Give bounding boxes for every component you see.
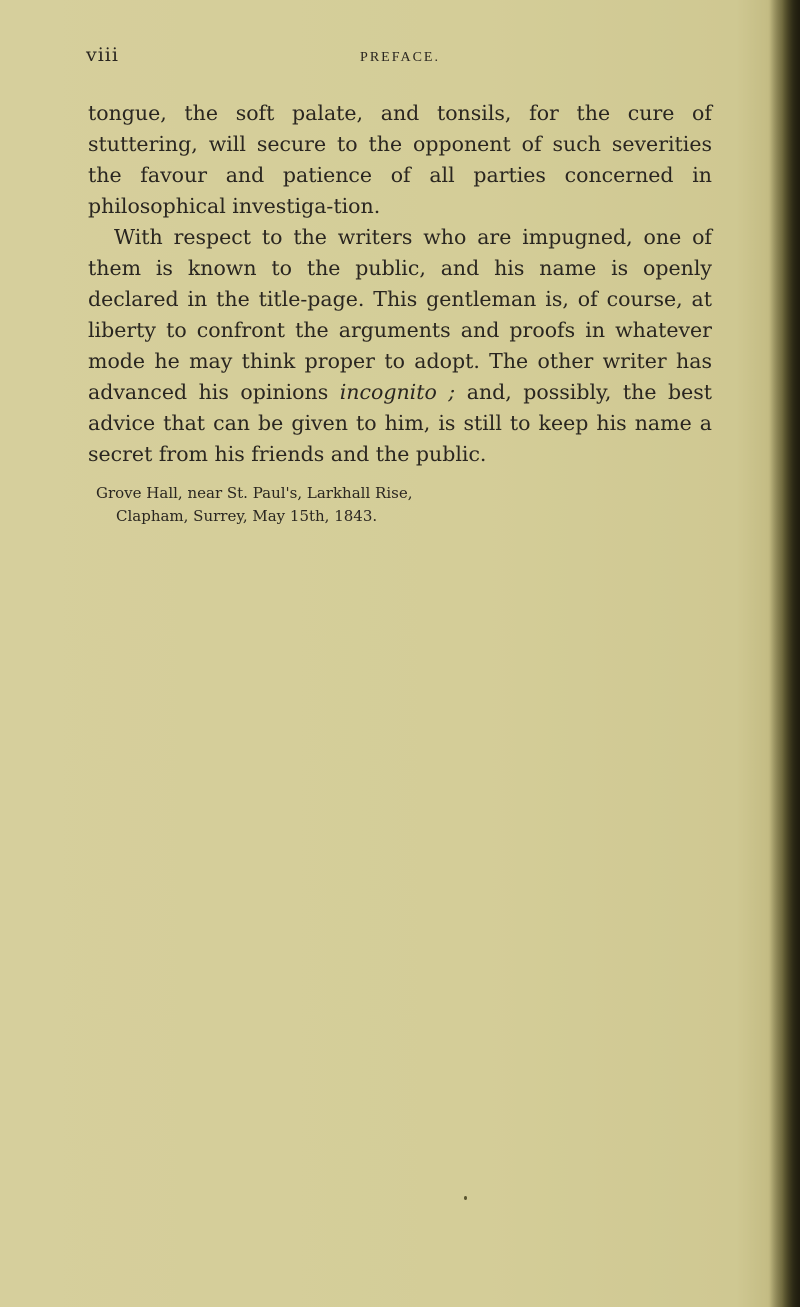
paragraph-2-start: With respect to the writers who are impugned, one of them is known to the public, and his name is openly declared in the title-page. This gentleman is, of course, at liberty to confront the arguments and proofs in whatever mode he may think proper to adopt. The other writer has advanced his opinions [88,225,712,404]
paragraph-2 [88,222,712,470]
signature-line-2: Clapham, Surrey, May 15th, 1843. [116,507,378,525]
paragraph-2-italic: incognito ; [339,380,456,404]
signature-line-1: Grove Hall, near St. Paul's, Larkhall Rise, [96,484,413,502]
running-head: PREFACE. [360,50,440,65]
paragraph-2-end: and, possibly, the best advice that can be given to him, is still to keep his name a secret from his friends and the public. [88,380,713,466]
paragraph-1: tongue, the soft palate, and tonsils, for the cure of stuttering, will secure to the opponent of such severities the favour and patience of all parties concerned in philosophical investiga-tion. [88,101,712,218]
signature-block [96,482,412,528]
paper-fleck [464,1196,467,1200]
body-text [88,98,712,470]
page-gutter-shadow [770,0,800,1307]
page-number: viii [86,44,119,66]
